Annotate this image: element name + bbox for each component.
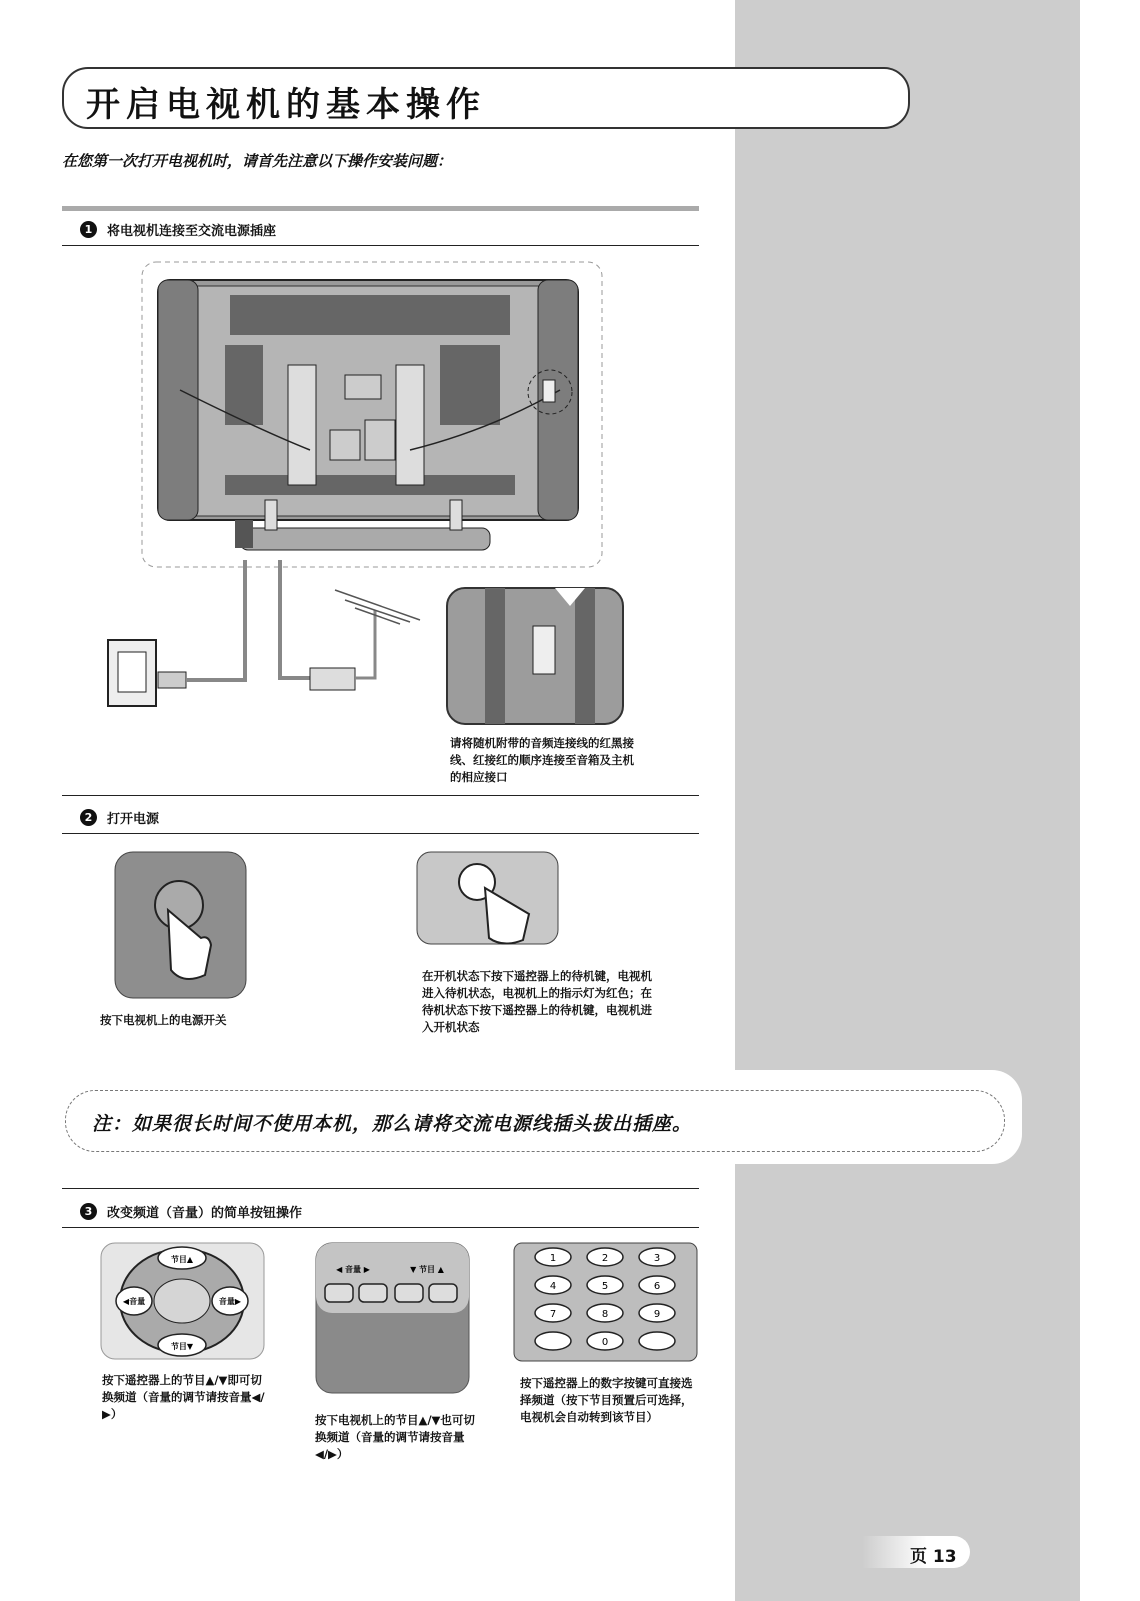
panel-program-label: ▼ 节目 ▲: [410, 1265, 444, 1274]
top-divider: [62, 206, 699, 211]
key-9-label: 9: [653, 1309, 661, 1320]
panel-volume-label: ◀ 音量 ▶: [336, 1265, 370, 1274]
standby-key-illustration: [415, 850, 560, 950]
remote-dpad-caption: 按下遥控器上的节目▲/▼即可切换频道（音量的调节请按音量◀/▶）: [102, 1373, 265, 1421]
section-3-heading: [80, 1202, 302, 1221]
dpad-right-label: 音量▶: [218, 1297, 242, 1306]
grey-sidebar: [735, 0, 1080, 1601]
port-zoom-illustration: [445, 586, 625, 726]
power-switch-caption: 按下电视机上的电源开关: [100, 1013, 227, 1027]
standby-caption: 在开机状态下按下遥控器上的待机键，电视机进入待机状态，电视机上的指示灯为红色；在待机状态下按下遥控器上的待机键，电视机进入开机状态: [422, 969, 652, 1034]
section-3-rule: [62, 1227, 699, 1228]
remote-dpad-illustration: [100, 1242, 265, 1360]
page-number: 页 13: [910, 1547, 957, 1567]
title-box: [62, 67, 910, 129]
dpad-left-label: ◀音量: [122, 1297, 146, 1306]
note-text: 注：如果很长时间不使用本机，那么请将交流电源线插头拔出插座。: [92, 1113, 693, 1135]
key-6-label: 6: [653, 1281, 661, 1292]
key-1-label: 1: [549, 1253, 557, 1264]
section-1-title: 将电视机连接至交流电源插座: [107, 224, 277, 239]
section-1-number: 1: [80, 221, 97, 238]
section-2-rule: [62, 833, 699, 834]
key-2-label: 2: [601, 1253, 609, 1264]
tv-back-illustration: [140, 260, 610, 570]
section-2-number: 2: [80, 809, 97, 826]
section-2-title: 打开电源: [107, 812, 160, 827]
key-3-label: 3: [653, 1253, 661, 1264]
power-button-illustration: [113, 850, 248, 1000]
key-5-label: 5: [601, 1281, 609, 1292]
section-3-title: 改变频道（音量）的简单按钮操作: [107, 1206, 303, 1221]
audio-connect-caption: 请将随机附带的音频连接线的红黑接线、红接红的顺序连接至音箱及主机的相应接口: [450, 736, 634, 784]
section-3-top-rule: [62, 1188, 699, 1189]
cable-outlet-illustration: [100, 560, 430, 720]
tv-buttons-caption: 按下电视机上的节目▲/▼也可切换频道（音量的调节请按音量◀/▶）: [315, 1413, 475, 1461]
section-1-heading: [80, 220, 276, 239]
number-keys-caption: 按下遥控器上的数字按键可直接选择频道（按下节目预置后可选择，电视机会自动转到该节目）: [520, 1376, 693, 1424]
intro-text: 在您第一次打开电视机时，请首先注意以下操作安装问题：: [62, 152, 453, 170]
key-8-label: 8: [601, 1309, 609, 1320]
section-2-top-rule: [62, 795, 699, 796]
dpad-up-label: 节目▲: [170, 1255, 194, 1264]
section-1-rule: [62, 245, 699, 246]
key-7-label: 7: [549, 1309, 557, 1320]
section-3-number: 3: [80, 1203, 97, 1220]
tv-panel-buttons-illustration: [315, 1242, 470, 1394]
number-keypad-illustration: [513, 1242, 698, 1362]
dpad-down-label: 节目▼: [170, 1342, 194, 1351]
key-0-label: 0: [601, 1337, 609, 1348]
key-4-label: 4: [549, 1281, 557, 1292]
page-title: 开启电视机的基本操作: [86, 85, 486, 125]
section-2-heading: [80, 808, 159, 827]
